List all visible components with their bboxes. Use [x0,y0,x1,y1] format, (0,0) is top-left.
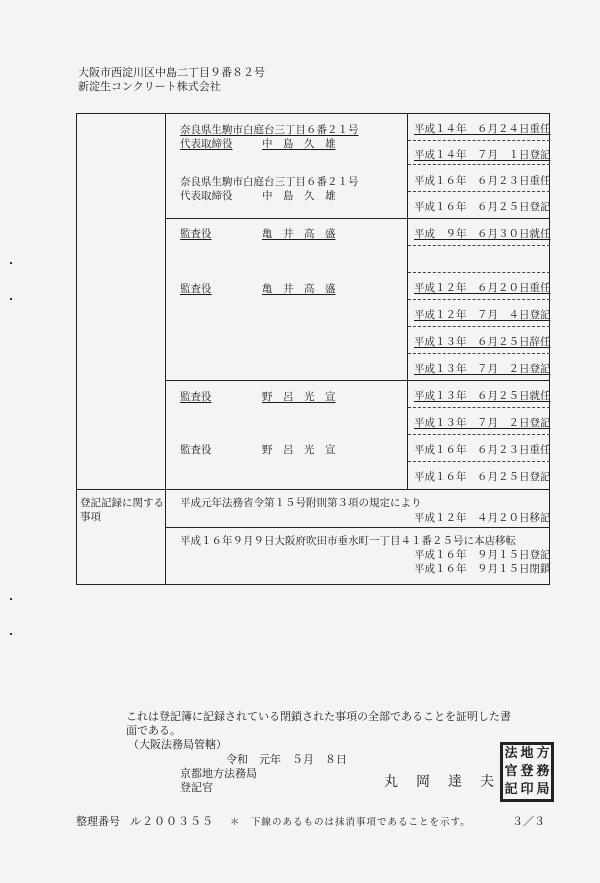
officer-role: 監査役 [180,228,212,240]
reference-label: 整理番号 [76,815,120,828]
scan-mark [10,633,12,635]
officer-name: 野 呂 光 宣 [262,391,336,403]
date-separator [408,326,550,327]
officer-role: 代表取締役 [180,138,233,150]
date-entry: 平成１３年 ７月 ２日登記 [414,417,551,429]
record-date: 平成１６年 ９月１５日閉鎖 [414,563,551,575]
date-separator [408,461,550,462]
certificate-date: 令和 元年 ５月 ８日 [226,753,347,766]
date-separator [408,272,550,273]
date-entry: 平成１６年 ６月２５日登記 [414,201,551,213]
officer-name: 中 島 久 雄 [262,138,336,150]
certificate-office: 京都地方法務局 [180,767,257,780]
date-column-divider [407,113,408,489]
record-date: 平成１６年 ９月１５日登記 [414,549,551,561]
date-entry: 平成１３年 ７月 ２日登記 [414,363,551,375]
date-separator [408,191,550,192]
section-divider [76,489,550,490]
company-address: 大阪市西淀川区中島二丁目９番８２号 [78,66,265,79]
certificate-line: 面である。 [126,724,181,737]
date-entry: 平成１３年 ６月２５日辞任 [414,336,551,348]
scan-mark [10,298,12,300]
date-separator [408,140,550,141]
scan-mark [10,598,12,600]
officer-role: 監査役 [180,391,212,403]
records-label: 事項 [80,511,101,523]
company-name: 新淀生コンクリート株式会社 [78,80,221,93]
scan-mark [10,262,12,264]
section-divider [165,380,550,381]
date-entry: 平成１６年 ６月２３日重任 [414,444,551,456]
certificate-title: 登記官 [180,781,213,794]
certificate-line: これは登記簿に記録されている閉鎖された事項の全部であることを証明した書 [126,710,511,723]
page-number: ３／３ [512,815,545,828]
records-label: 登記記録に関する [80,497,164,509]
section-divider [165,218,550,219]
date-separator [408,353,550,354]
record-date: 平成１２年 ４月２０日移記 [414,512,551,524]
date-entry: 平成１６年 ６月２５日登記 [414,471,551,483]
date-separator [408,434,550,435]
date-entry: 平成 ９年 ６月３０日就任 [414,228,551,240]
officer-name: 野 呂 光 宣 [262,444,336,456]
date-entry: 平成１４年 ６月２４日重任 [414,123,551,135]
officer-address: 奈良県生駒市白庭台三丁目６番２１号 [180,176,359,188]
date-separator [408,407,550,408]
section-divider [165,527,550,528]
officer-signature-name: 丸 岡 達 夫 [384,774,496,790]
label-column-divider [165,113,166,585]
officer-name: 中 島 久 雄 [262,190,336,202]
officer-name: 亀 井 高 盛 [262,228,336,240]
footer-note: ＊ 下線のあるものは抹消事項であることを示す。 [230,817,471,828]
date-separator [408,299,550,300]
date-entry: 平成１３年 ６月２５日就任 [414,390,551,402]
date-separator [408,164,550,165]
date-separator [408,245,550,246]
record-text: 平成元年法務省令第１５号附則第３項の規定により [180,497,422,509]
date-entry: 平成１２年 ６月２０日重任 [414,282,551,294]
officer-role: 監査役 [180,444,212,456]
officer-name: 亀 井 高 盛 [262,283,336,295]
record-text: 平成１６年９月９日大阪府吹田市垂水町一丁目４１番２５号に本店移転 [180,535,516,547]
official-seal: 法 地 方 官 登 務 記 印 局 [500,742,554,802]
officer-address: 奈良県生駒市白庭台三丁目６番２１号 [180,124,359,136]
officer-role: 監査役 [180,283,212,295]
officer-role: 代表取締役 [180,190,233,202]
date-entry: 平成１４年 ７月 １日登記 [414,149,551,161]
date-entry: 平成１６年 ６月２３日重任 [414,175,551,187]
reference-number: ル２００３５５ [130,815,214,828]
date-entry: 平成１２年 ７月 ４日登記 [414,309,551,321]
certificate-jurisdiction: （大阪法務局管轄） [128,738,227,751]
